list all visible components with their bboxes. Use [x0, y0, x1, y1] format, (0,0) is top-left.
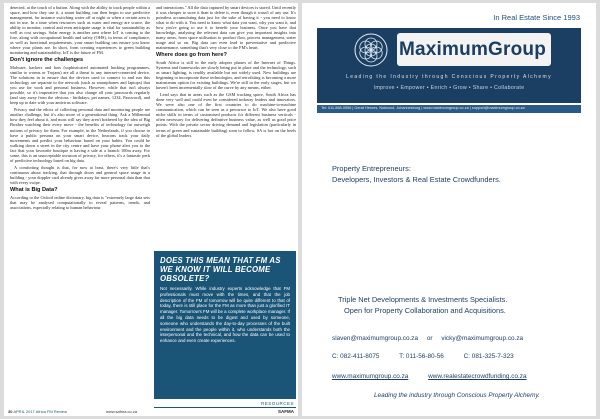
divider	[154, 407, 296, 408]
article-column-2	[156, 5, 296, 140]
author-credit: SAFMA	[278, 409, 294, 414]
ad-footer-tagline: Leading the industry through Conscious Property Alchemy.	[374, 392, 540, 399]
paragraph: South Africa is still in the early adopter phases of the Internet of Things. Systems and frameworks are slowly being put in place and the technology, such as smart lighting, is readily available but not widely used. New buildings are beginning to incorporate these technologies, and retrofitting is becoming a more mainstream option for existing buildings. We're still in the early stages, but we haven't been incrementally slow of the curve by any means, either.	[156, 59, 296, 91]
right-page-advert	[302, 3, 596, 416]
ad-tagline: In Real Estate Since 1993	[493, 13, 580, 22]
paragraph: detected, at the touch of a button. Along with the ability to track people within a space, and how they use it, a smart building can then begin to use predictive management, for instance switching water off at night or when a certain area is not in use. In a time when resources such as water and energy are scarce, the ability to monitor, control and even anticipate usage is vital for sustainability as well as cost savings. Solar energy is another area where IoT is coming to the fore, along with occupational health and safety (OHS), in terms of compliance, as well as functional requirements, your smart building can ensure you know where your plants are. In short, from creating experiences to green building monitoring and sustainability, IoT is the future of FM.	[10, 5, 150, 56]
phone-line	[332, 353, 514, 360]
contact-line: Tel: 011-568-0556 | Gerat Heroes, Nolwood, Johannesburg | www.maximumgroup.co.za | support@maximumgroup.co.za	[321, 106, 525, 110]
banner-values: Improve • Empower • Enrich • Grow • Share • Collaborate	[373, 85, 525, 91]
email-link[interactable]: slaven@maximumgroup.co.za	[332, 335, 419, 342]
page-folio	[8, 409, 67, 414]
paragraph: and interactions." All the data captured by smart devices is stored. Until recently it was cheaper to store it than to delete it, even though it wasn't of any use. It's pointless accumulating data just for the sake of having it - you need to know what to do with it. You need to know what data you want, why you want it, and how you're going to use it to benefit your business. Once you have that knowledge, analysing the relevant data can give you important insights into many areas, from space utilisation to product flow, process management, water usage and so on. Big data can even lead to preventative and predictive maintenance, something that's very close to the FM's heart.	[156, 5, 296, 51]
section-heading: Don't ignore the challenges	[10, 57, 84, 64]
callout-title: DOES THIS MEAN THAT FM AS WE KNOW IT WILL BECOME OBSOLETE?	[160, 256, 281, 283]
or-text: or	[426, 335, 433, 342]
paragraph: Lead says that in areas such as the GSM tracking space, South Africa has done very well and could even be considered industry leaders and innovators. We were also one of the first countries to do machine-to-machine communication, which can be seen as a precursor to IoT. We also have good niche skills in terms of customised products for different business verticals - often necessary for delivering definitive business value, as well as good price points. With the private sector driving demand and legislation (particularly in terms of green and sustainable building) soon to follow, SA is hot on the heels of the global leaders.	[156, 92, 296, 138]
paragraph: Privacy and the ethics of collecting personal data and monitoring people are another challenge, but it's also more of a generational thing. Ask a Millennial how they feel about it, and most will say they aren't bothered by the idea of Big Brother watching their every move - the benefits of technology far outweigh notions of privacy for them. For example, in the Netherlands, if you choose to have a public persona on your smart device, beacons track your daily movements and predict your behaviour based on your habits. You could be walking down a street in the city centre and have your phone alert you to the fact that your favourite boutique is having a sale at a branch 100m away. For some, this is an unacceptable invasion of privacy, for others, it's a fantastic perk of predictive technology based on big data.	[10, 107, 150, 163]
heading-line: Open for Property Collaboration and Acquisitions.	[344, 306, 506, 315]
folio-website: www.safma.co.za	[106, 409, 138, 414]
ad-banner	[317, 28, 581, 103]
issue-label: APRIL 2017 Africa FM Review	[13, 409, 67, 414]
phone-tel: T: 011-56-80-56	[399, 353, 444, 360]
callout-box	[154, 251, 296, 399]
flower-of-life-logo-icon	[353, 32, 389, 68]
page-number: 30	[8, 409, 13, 414]
left-page	[4, 3, 298, 416]
paragraph: Malware, hackers and bots (sophisticated automated hacking programmes, similar to worms or Trojans) are all a threat to any internet-connected device. The solutions in to ensure that the devices used to connect to and run this technology are separate to the network (such as smartphones and laptops) that you use for work and personal business. However, while that isn't always possible, so it's imperative that you also change all your passwords regularly (and stay away from the obvious - birthdays, pet names, 1234, Password), and keep up to date with your antivirus software.	[10, 64, 150, 106]
website-link[interactable]: www.maximumgroup.co.za	[332, 373, 409, 380]
phone-cell-2: C: 081-325-7-323	[463, 353, 514, 360]
email-line	[332, 333, 523, 344]
section-heading: What is Big Data?	[10, 187, 58, 194]
heading-line: Property Entrepreneurs:	[332, 164, 411, 173]
heading-line: Triple Net Developments & Investments Specialists.	[338, 295, 508, 304]
ad-heading-entrepreneurs	[332, 163, 501, 185]
website-link[interactable]: www.realestatecrowdfunding.co.za	[428, 373, 527, 380]
section-heading: Where does go from here?	[156, 52, 227, 59]
banner-tagline: Leading the Industry through Conscious Property Alchemy	[346, 74, 552, 80]
ad-heading-specialists	[338, 294, 507, 316]
paragraph: According to the Oxford online dictionary, big data is "extremely large data sets that may be analysed computationally to reveal patterns, trends, and associations, especially relating to human behaviour	[10, 194, 150, 210]
email-link[interactable]: vicky@maximumgroup.co.za	[441, 335, 524, 342]
callout-body: Not necessarily. While industry experts acknowledge that FM professionals must move with the times, and that the job description of the FM of tomorrow will be quite different to that of today, there is still place for the FM as more than just a glorified IT manager. Tomorrow's FM will be a complete workplace manager. If all the big data needs to be digest and used by someone, someone who understands the day-to-day processes of the built environment and the people within it, who understands both the interpersonal and the technical, and how the data can be used to enhance and even create experiences.	[160, 286, 290, 344]
phone-cell-1: C: 082-411-8075	[332, 353, 380, 360]
heading-line: Developers, Investors & Real Estate Crowdfunders.	[332, 175, 501, 184]
brand-name: MaximumGroup	[399, 39, 547, 60]
website-links	[332, 373, 527, 380]
resources-label: RESOURCES	[260, 401, 294, 406]
article-column-1	[10, 5, 150, 212]
contact-bar	[317, 105, 581, 113]
paragraph: A comforting thought is that, for now at least, there's very little that's continuous about tracking, that through doors and general space usage in a building - your doppler card already gives away far more personal data than that with every swipe.	[10, 164, 150, 185]
